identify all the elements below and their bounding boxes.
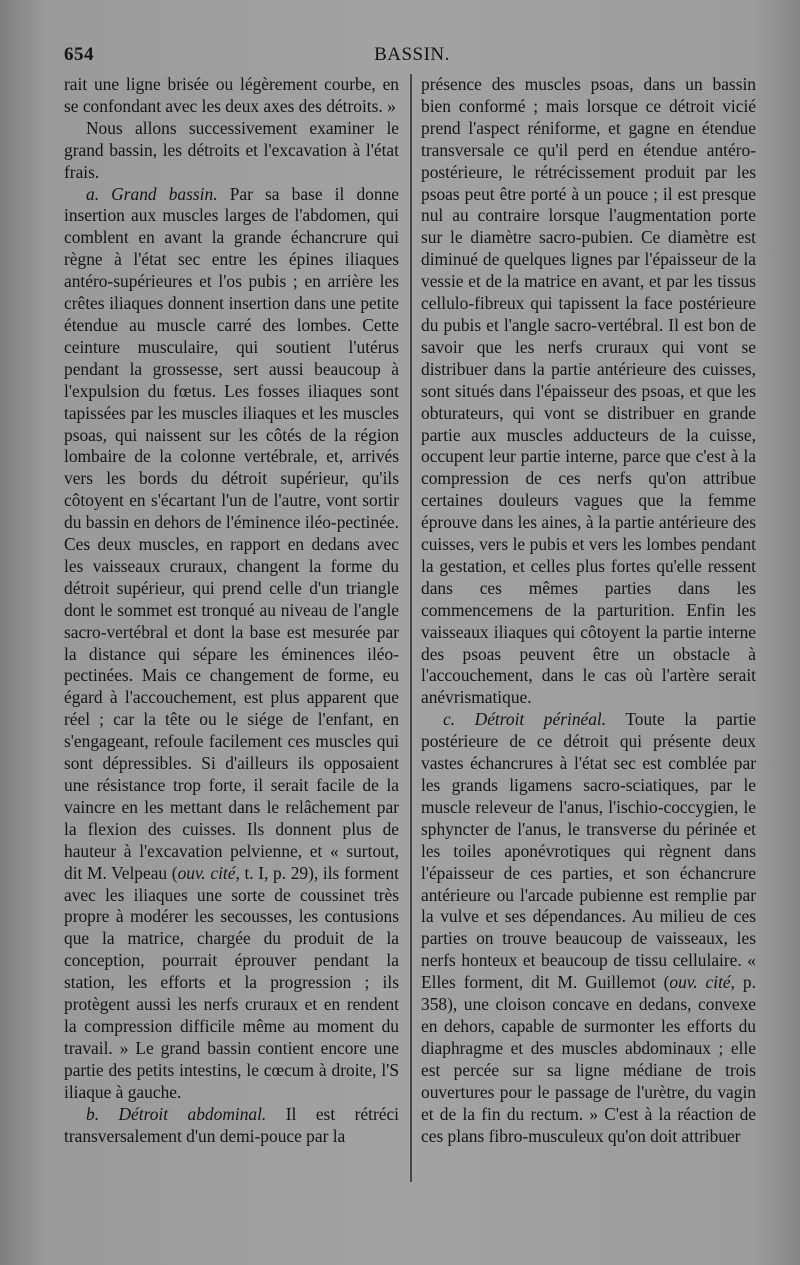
section-detroit-abdominal — [64, 1104, 399, 1148]
page-number: 654 — [64, 44, 94, 65]
page-header — [64, 44, 760, 68]
section-text-detroit-abdominal: Il est rétréci transversalement d'un demi-pouce par la — [64, 1103, 400, 1146]
citation-ouv-cite: ouv. cité — [177, 862, 236, 883]
section-text-detroit-perineal-cont: , p. 358), une cloison concave en dedans, convexe en dehors, capable de surmonter les efforts du diaphragme et des muscles abdominaux ; elle est percée sur sa ligne médiane de trois ouvertures pour le passage de l'urètre, du vagin et de la fin du rectum. » C'est à la réaction de ces plans fibro-musculeux qu'on doit attribuer — [421, 972, 756, 1146]
paragraph-intro: Nous allons successivement examiner le grand bassin, les détroits et l'excavation à l'état frais. — [64, 117, 399, 182]
section-grand-bassin — [64, 184, 399, 1104]
paragraph-continued-right: présence des muscles psoas, dans un bassin bien conformé ; mais lorsque ce détroit vicié prend l'aspect réniforme, et gagne en étendue transversale ce qu'il perd en étendue antéro-postérieure, le rétrécissement produit par les psoas peut être porté à un pouce ; il est presque nul au contraire lorsque l'augmentation porte sur le diamètre sacro-pubien. Ce diamètre est diminué de quelques lignes par l'épaisseur de la vessie et de la matrice en avant, et par les tissus cellulo-fibreux qui tapissent la face postérieure du pubis et l'angle sacro-vertébral. Il est bon de savoir que les nerfs cruraux qui vont se distribuer dans la partie antérieure des cuisses, sont situés dans l'épaisseur des psoas, et que les obturateurs, qui vont se distribuer en grande partie aux muscles adducteurs de la cuisse, occupent leur partie interne, parce que c'est à la compression de ces nerfs qu'on attribue certaines douleurs vagues que la femme éprouve dans les aines, à la partie antérieure des cuisses, vers le pubis et vers les lombes pendant la gestation, et celles plus fortes qu'elle ressent dans ces mêmes parties dans les commencemens de la parturition. Enfin les vaisseaux iliaques qui côtoyent la partie interne des psoas peuvent être un obstacle à l'accouchement, dans le cas où l'artère serait anévrismatique. — [421, 74, 756, 708]
section-heading-detroit-perineal: c. Détroit périnéal. — [443, 709, 607, 730]
section-detroit-perineal — [421, 709, 756, 1147]
citation-ouv-cite-right: ouv. cité — [669, 972, 731, 993]
left-column — [64, 74, 399, 1147]
right-column — [421, 74, 756, 1147]
section-text-grand-bassin: Par sa base il donne insertion aux muscles larges de l'abdomen, qui comblent en avant la grande échancrure qui règne à l'état sec entre les épines iliaques antéro-supérieures et l'os pubis ; en arrière les crêtes iliaques donnent insertion dans une petite étendue au muscle carré des lombes. Cette ceinture musculaire, qui soutient l'utérus pendant la grossesse, sert aussi beaucoup à l'expulsion du fœtus. Les fosses iliaques sont tapissées par les muscles iliaques et les muscles psoas, qui naissent sur les côtés de la région lombaire de la colonne vertébrale, et, arrivés vers les bords du détroit supérieur, qu'ils côtoyent en s'écartant l'un de l'autre, vont sortir du bassin en dehors de l'éminence iléo-pectinée. Ces deux muscles, en rapport en dedans avec les vaisseaux cruraux, changent la forme du détroit supérieur, qui prend celle d'un triangle dont le sommet est tronqué au niveau de l'angle sacro-vertébral et dont la base est mesurée par la distance qui sépare les éminences iléo-pectinées. Mais ce changement de forme, eu égard à l'accouchement, est plus apparent que réel ; car la tête ou le siége de l'enfant, en s'engageant, refoule facilement ces muscles qui sont dépressibles. Si d'ailleurs ils opposaient une résistance trop forte, il serait facile de la vaincre en les mettant dans le relâchement par la flexion des cuisses. Ils donnent plus de hauteur à l'excavation pelvienne, et « surtout, dit M. Velpeau ( — [64, 183, 399, 883]
section-heading-grand-bassin: a. Grand bassin. — [86, 183, 218, 204]
section-heading-detroit-abdominal: b. Détroit abdominal. — [86, 1103, 267, 1124]
paragraph-continued: rait une ligne brisée ou légèrement courbe, en se confondant avec les deux axes des détroits. » — [64, 74, 399, 116]
column-divider — [410, 74, 412, 1182]
section-text-grand-bassin-cont: , t. I, p. 29), ils forment avec les iliaques une sorte de coussinet très propre à modérer les secousses, les contusions que la matrice, chargée du produit de la conception, pourrait éprouver pendant la station, les efforts et la progression ; ils protègent aussi les nerfs cruraux et en rendent la compression difficile même au moment du travail. » Le grand bassin contient encore une partie des petits intestins, le cœcum à droite, l'S iliaque à gauche. — [64, 862, 399, 1102]
running-title: BASSIN. — [374, 44, 450, 65]
section-text-detroit-perineal: Toute la partie postérieure de ce détroit qui présente deux vastes échancrures à l'état sec est comblée par les grands ligamens sacro-sciatiques, par le muscle releveur de l'anus, l'ischio-coccygien, le sphyncter de l'anus, le transverse du périnée et les toiles aponévrotiques qui règnent dans l'épaisseur de ces parties, et son échancrure antérieure ou l'arcade pubienne est remplie par la vulve et ses dépendances. Au milieu de ces parties on trouve beaucoup de vaisseaux, les nerfs honteux et beaucoup de tissu cellulaire. « Elles forment, dit M. Guillemot ( — [421, 709, 757, 993]
